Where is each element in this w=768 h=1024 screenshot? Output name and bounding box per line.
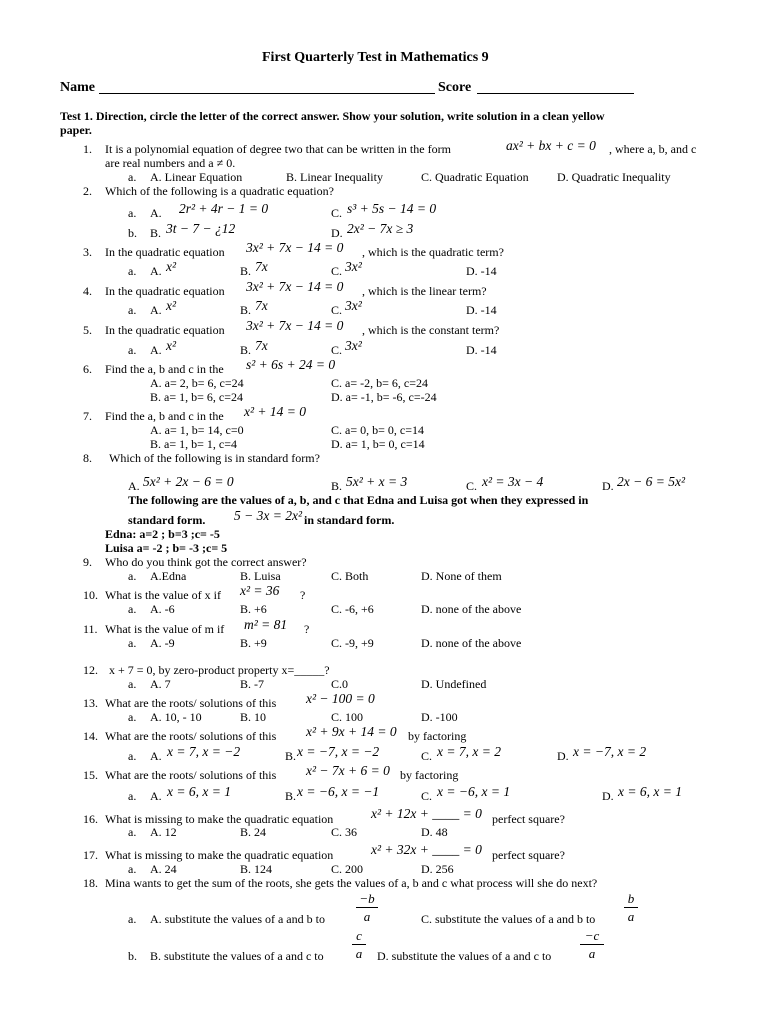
q8-option-d[interactable]: 2x − 6 = 5x² bbox=[617, 474, 686, 489]
q15-option-d[interactable]: x = 6, x = 1 bbox=[618, 784, 682, 799]
fraction-bar bbox=[580, 944, 604, 945]
q14-text-tail: by factoring bbox=[408, 729, 467, 743]
q10-a-marker: a. bbox=[128, 602, 137, 616]
q18-a-marker: a. bbox=[128, 912, 137, 926]
q4-option-a-label[interactable]: A. bbox=[150, 303, 162, 317]
direction-line-1: Test 1. Direction, circle the letter of the correct answer. Show your solution, write solution in a clean yellow bbox=[60, 109, 605, 123]
q13-option-a[interactable]: A. 10, - 10 bbox=[150, 710, 202, 724]
q14-option-d[interactable]: x = −7, x = 2 bbox=[573, 744, 647, 759]
q5-option-c-label[interactable]: C. bbox=[331, 343, 343, 357]
q5-a-marker: a. bbox=[128, 343, 137, 357]
q15-option-a[interactable]: x = 6, x = 1 bbox=[167, 784, 231, 799]
q16-option-b[interactable]: B. 24 bbox=[240, 825, 267, 839]
q2-option-b[interactable]: 3t − 7 − ¿12 bbox=[166, 221, 236, 236]
q16-equation: x² + 12x + ____ = 0 bbox=[371, 806, 482, 821]
q11-text-tail: ? bbox=[304, 622, 310, 636]
q9-option-a[interactable]: A.Edna bbox=[150, 569, 187, 583]
q6-option-d[interactable]: D. a= -1, b= -6, c=-24 bbox=[331, 390, 437, 404]
q7-option-b[interactable]: B. a= 1, b= 1, c=4 bbox=[150, 437, 237, 451]
q1-number: 1. bbox=[83, 142, 92, 156]
q11-option-b[interactable]: B. +9 bbox=[240, 636, 267, 650]
q7-option-a[interactable]: A. a= 1, b= 14, c=0 bbox=[150, 423, 244, 437]
q10-number: 10. bbox=[83, 588, 98, 602]
q18-option-b-fraction bbox=[352, 929, 366, 960]
q14-option-b[interactable]: x = −7, x = −2 bbox=[297, 744, 380, 759]
q17-equation: x² + 32x + ____ = 0 bbox=[371, 842, 482, 857]
q12-text: x + 7 = 0, by zero-product property x=_____? bbox=[109, 663, 330, 677]
q8-text: Which of the following is in standard form? bbox=[109, 451, 320, 465]
q13-option-d[interactable]: D. -100 bbox=[421, 710, 458, 724]
q5-option-a-label[interactable]: A. bbox=[150, 343, 162, 357]
q8-option-d-label[interactable]: D. bbox=[602, 479, 614, 493]
q6-text: Find the a, b and c in the bbox=[105, 362, 224, 376]
q15-option-a-label[interactable]: A. bbox=[150, 789, 162, 803]
q9-a-marker: a. bbox=[128, 569, 137, 583]
q18-option-c[interactable]: C. substitute the values of a and b to bbox=[421, 912, 596, 926]
q15-a-marker: a. bbox=[128, 789, 137, 803]
fraction-denominator: a bbox=[363, 909, 371, 924]
q15-equation: x² − 7x + 6 = 0 bbox=[306, 763, 390, 778]
q13-option-c[interactable]: C. 100 bbox=[331, 710, 364, 724]
q2-option-d-label[interactable]: D. bbox=[331, 226, 343, 240]
q16-a-marker: a. bbox=[128, 825, 137, 839]
q8-option-c-label[interactable]: C. bbox=[466, 479, 478, 493]
q6-option-b[interactable]: B. a= 1, b= 6, c=24 bbox=[150, 390, 243, 404]
q18-option-c-fraction bbox=[624, 892, 638, 923]
q3-equation: 3x² + 7x − 14 = 0 bbox=[246, 240, 344, 255]
q3-text-tail: , which is the quadratic term? bbox=[362, 245, 504, 259]
q2-option-a[interactable]: 2r² + 4r − 1 = 0 bbox=[179, 201, 269, 216]
q3-text: In the quadratic equation bbox=[105, 245, 225, 259]
q14-equation: x² + 9x + 14 = 0 bbox=[306, 724, 397, 739]
q5-option-c[interactable]: 3x² bbox=[345, 338, 362, 353]
q15-text-tail: by factoring bbox=[400, 768, 459, 782]
q8-option-c[interactable]: x² = 3x − 4 bbox=[482, 474, 544, 489]
q5-equation: 3x² + 7x − 14 = 0 bbox=[246, 318, 344, 333]
q5-option-b[interactable]: 7x bbox=[255, 338, 268, 353]
edna-luisa-intro-3: in standard form. bbox=[304, 513, 395, 527]
q11-number: 11. bbox=[83, 622, 98, 636]
q7-equation: x² + 14 = 0 bbox=[244, 404, 307, 419]
q5-text-tail: , which is the constant term? bbox=[362, 323, 500, 337]
edna-luisa-intro-2: standard form. bbox=[128, 513, 206, 527]
q18-b-marker: b. bbox=[128, 949, 137, 963]
q2-option-d[interactable]: 2x² − 7x ≥ 3 bbox=[347, 221, 414, 236]
q5-text: In the quadratic equation bbox=[105, 323, 225, 337]
q14-option-d-label[interactable]: D. bbox=[557, 749, 569, 763]
q14-option-a[interactable]: x = 7, x = −2 bbox=[167, 744, 241, 759]
q4-option-b[interactable]: 7x bbox=[255, 298, 268, 313]
fraction-bar bbox=[352, 944, 366, 945]
q1-option-a[interactable]: A. Linear Equation bbox=[150, 170, 243, 184]
q10-option-b[interactable]: B. +6 bbox=[240, 602, 267, 616]
q11-option-d[interactable]: D. none of the above bbox=[421, 636, 522, 650]
q5-option-d[interactable]: D. -14 bbox=[466, 343, 497, 357]
q2-option-b-label[interactable]: B. bbox=[150, 226, 162, 240]
q11-a-marker: a. bbox=[128, 636, 137, 650]
q2-option-a-label[interactable]: A. bbox=[150, 206, 162, 220]
q1-option-c[interactable]: C. Quadratic Equation bbox=[421, 170, 529, 184]
q7-text: Find the a, b and c in the bbox=[105, 409, 224, 423]
q7-number: 7. bbox=[83, 409, 92, 423]
q10-option-a[interactable]: A. -6 bbox=[150, 602, 175, 616]
fraction-numerator: −c bbox=[584, 928, 600, 943]
q5-option-b-label[interactable]: B. bbox=[240, 343, 252, 357]
q2-option-c-label[interactable]: C. bbox=[331, 206, 343, 220]
q17-text-tail: perfect square? bbox=[492, 848, 565, 862]
q3-number: 3. bbox=[83, 245, 92, 259]
q3-a-marker: a. bbox=[128, 264, 137, 278]
q18-option-a[interactable]: A. substitute the values of a and b to bbox=[150, 912, 325, 926]
q4-a-marker: a. bbox=[128, 303, 137, 317]
q14-option-b-label[interactable]: B. bbox=[285, 749, 297, 763]
q3-option-a[interactable]: x² bbox=[166, 259, 177, 274]
q3-option-d[interactable]: D. -14 bbox=[466, 264, 497, 278]
q3-option-b-label[interactable]: B. bbox=[240, 264, 252, 278]
q17-option-a[interactable]: A. 24 bbox=[150, 862, 177, 876]
q13-text: What are the roots/ solutions of this bbox=[105, 696, 277, 710]
q1-text-2: are real numbers and a ≠ 0. bbox=[105, 156, 236, 170]
q11-option-c[interactable]: C. -9, +9 bbox=[331, 636, 374, 650]
q9-option-c[interactable]: C. Both bbox=[331, 569, 369, 583]
q15-number: 15. bbox=[83, 768, 98, 782]
q4-equation: 3x² + 7x − 14 = 0 bbox=[246, 279, 344, 294]
q16-option-d[interactable]: D. 48 bbox=[421, 825, 448, 839]
q14-text: What are the roots/ solutions of this bbox=[105, 729, 277, 743]
q12-number: 12. bbox=[83, 663, 98, 677]
q6-number: 6. bbox=[83, 362, 92, 376]
q2-text: Which of the following is a quadratic equation? bbox=[105, 184, 334, 198]
q17-text: What is missing to make the quadratic equation bbox=[105, 848, 334, 862]
q18-number: 18. bbox=[83, 876, 98, 890]
q1-equation: ax² + bx + c = 0 bbox=[506, 138, 596, 153]
q12-option-b[interactable]: B. -7 bbox=[240, 677, 264, 691]
q1-a-marker: a. bbox=[128, 170, 137, 184]
q9-option-b[interactable]: B. Luisa bbox=[240, 569, 281, 583]
q8-option-b[interactable]: 5x² + x = 3 bbox=[346, 474, 408, 489]
q16-option-a[interactable]: A. 12 bbox=[150, 825, 177, 839]
name-label: Name bbox=[60, 80, 95, 95]
fraction-numerator: b bbox=[627, 891, 635, 906]
q8-option-a-label[interactable]: A. bbox=[128, 479, 140, 493]
q9-number: 9. bbox=[83, 555, 92, 569]
q14-option-c[interactable]: x = 7, x = 2 bbox=[437, 744, 501, 759]
q16-text-tail: perfect square? bbox=[492, 812, 565, 826]
q2-number: 2. bbox=[83, 184, 92, 198]
q18-option-a-fraction bbox=[356, 892, 378, 923]
q15-option-d-label[interactable]: D. bbox=[602, 789, 614, 803]
fraction-numerator: c bbox=[356, 928, 362, 943]
q11-option-a[interactable]: A. -9 bbox=[150, 636, 175, 650]
q8-option-b-label[interactable]: B. bbox=[331, 479, 343, 493]
q8-option-a[interactable]: 5x² + 2x − 6 = 0 bbox=[143, 474, 234, 489]
q11-equation: m² = 81 bbox=[244, 617, 288, 632]
fraction-bar bbox=[356, 907, 378, 908]
fraction-numerator: −b bbox=[359, 891, 375, 906]
q4-option-d[interactable]: D. -14 bbox=[466, 303, 497, 317]
q14-number: 14. bbox=[83, 729, 98, 743]
q13-number: 13. bbox=[83, 696, 98, 710]
q10-equation: x² = 36 bbox=[240, 583, 280, 598]
q11-text: What is the value of m if bbox=[105, 622, 225, 636]
q1-option-b[interactable]: B. Linear Inequality bbox=[286, 170, 383, 184]
q1-text-tail: , where a, b, and c bbox=[609, 142, 697, 156]
q17-option-d[interactable]: D. 256 bbox=[421, 862, 454, 876]
q18-option-b[interactable]: B. substitute the values of a and c to bbox=[150, 949, 324, 963]
q17-a-marker: a. bbox=[128, 862, 137, 876]
q3-option-a-label[interactable]: A. bbox=[150, 264, 162, 278]
q3-option-c[interactable]: 3x² bbox=[345, 259, 362, 274]
q15-text: What are the roots/ solutions of this bbox=[105, 768, 277, 782]
q6-equation: s² + 6s + 24 = 0 bbox=[246, 357, 336, 372]
q12-option-d[interactable]: D. Undefined bbox=[421, 677, 487, 691]
q12-option-c[interactable]: C.0 bbox=[331, 677, 349, 691]
q16-number: 16. bbox=[83, 812, 98, 826]
q17-option-b[interactable]: B. 124 bbox=[240, 862, 273, 876]
q4-option-a[interactable]: x² bbox=[166, 298, 177, 313]
q16-text: What is missing to make the quadratic equation bbox=[105, 812, 334, 826]
fraction-denominator: a bbox=[355, 946, 363, 961]
q14-a-marker: a. bbox=[128, 749, 137, 763]
q2-b-marker: b. bbox=[128, 226, 137, 240]
q6-option-a[interactable]: A. a= 2, b= 6, c=24 bbox=[150, 376, 244, 390]
score-label: Score bbox=[438, 80, 472, 95]
q9-text: Who do you think got the correct answer? bbox=[105, 555, 307, 569]
fraction-denominator: a bbox=[627, 909, 635, 924]
edna-answer: Edna: a=2 ; b=3 ;c= -5 bbox=[105, 527, 220, 541]
q2-a-marker: a. bbox=[128, 206, 137, 220]
q17-option-c[interactable]: C. 200 bbox=[331, 862, 364, 876]
q5-number: 5. bbox=[83, 323, 92, 337]
q10-option-c[interactable]: C. -6, +6 bbox=[331, 602, 374, 616]
q2-option-c[interactable]: s³ + 5s − 14 = 0 bbox=[347, 201, 437, 216]
q3-option-c-label[interactable]: C. bbox=[331, 264, 343, 278]
q8-number: 8. bbox=[83, 451, 92, 465]
name-blank-line[interactable] bbox=[99, 93, 435, 94]
q16-option-c[interactable]: C. 36 bbox=[331, 825, 358, 839]
q7-option-c[interactable]: C. a= 0, b= 0, c=14 bbox=[331, 423, 424, 437]
q18-option-d[interactable]: D. substitute the values of a and c to bbox=[377, 949, 552, 963]
q3-option-b[interactable]: 7x bbox=[255, 259, 268, 274]
q1-option-d[interactable]: D. Quadratic Inequality bbox=[557, 170, 671, 184]
q10-option-d[interactable]: D. none of the above bbox=[421, 602, 522, 616]
q1-text: It is a polynomial equation of degree two that can be written in the form bbox=[105, 142, 451, 156]
q13-equation: x² − 100 = 0 bbox=[306, 691, 375, 706]
q10-text: What is the value of x if bbox=[105, 588, 221, 602]
q18-text: Mina wants to get the sum of the roots, she gets the values of a, b and c what process will she do next? bbox=[105, 876, 598, 890]
q15-option-c[interactable]: x = −6, x = 1 bbox=[437, 784, 511, 799]
q15-option-b-label[interactable]: B. bbox=[285, 789, 297, 803]
q4-text: In the quadratic equation bbox=[105, 284, 225, 298]
fraction-denominator: a bbox=[588, 946, 596, 961]
q12-a-marker: a. bbox=[128, 677, 137, 691]
q7-option-d[interactable]: D. a= 1, b= 0, c=14 bbox=[331, 437, 425, 451]
q17-number: 17. bbox=[83, 848, 98, 862]
q9-option-d[interactable]: D. None of them bbox=[421, 569, 502, 583]
q12-option-a[interactable]: A. 7 bbox=[150, 677, 171, 691]
q10-text-tail: ? bbox=[300, 588, 306, 602]
q4-option-b-label[interactable]: B. bbox=[240, 303, 252, 317]
q4-number: 4. bbox=[83, 284, 92, 298]
q14-option-c-label[interactable]: C. bbox=[421, 749, 433, 763]
edna-luisa-equation: 5 − 3x = 2x² bbox=[234, 508, 303, 523]
q18-option-d-fraction bbox=[580, 929, 604, 960]
q4-option-c[interactable]: 3x² bbox=[345, 298, 362, 313]
score-blank-line[interactable] bbox=[477, 93, 634, 94]
q14-option-a-label[interactable]: A. bbox=[150, 749, 162, 763]
q4-option-c-label[interactable]: C. bbox=[331, 303, 343, 317]
direction-line-2: paper. bbox=[60, 123, 92, 137]
luisa-answer: Luisa a= -2 ; b= -3 ;c= 5 bbox=[105, 541, 228, 555]
edna-luisa-intro: The following are the values of a, b, and c that Edna and Luisa got when they expressed in bbox=[128, 493, 589, 507]
fraction-bar bbox=[624, 907, 638, 908]
q13-a-marker: a. bbox=[128, 710, 137, 724]
q4-text-tail: , which is the linear term? bbox=[362, 284, 487, 298]
q5-option-a[interactable]: x² bbox=[166, 338, 177, 353]
q15-option-b[interactable]: x = −6, x = −1 bbox=[297, 784, 380, 799]
page-title: First Quarterly Test in Mathematics 9 bbox=[262, 50, 489, 65]
q15-option-c-label[interactable]: C. bbox=[421, 789, 433, 803]
q6-option-c[interactable]: C. a= -2, b= 6, c=24 bbox=[331, 376, 428, 390]
q13-option-b[interactable]: B. 10 bbox=[240, 710, 267, 724]
